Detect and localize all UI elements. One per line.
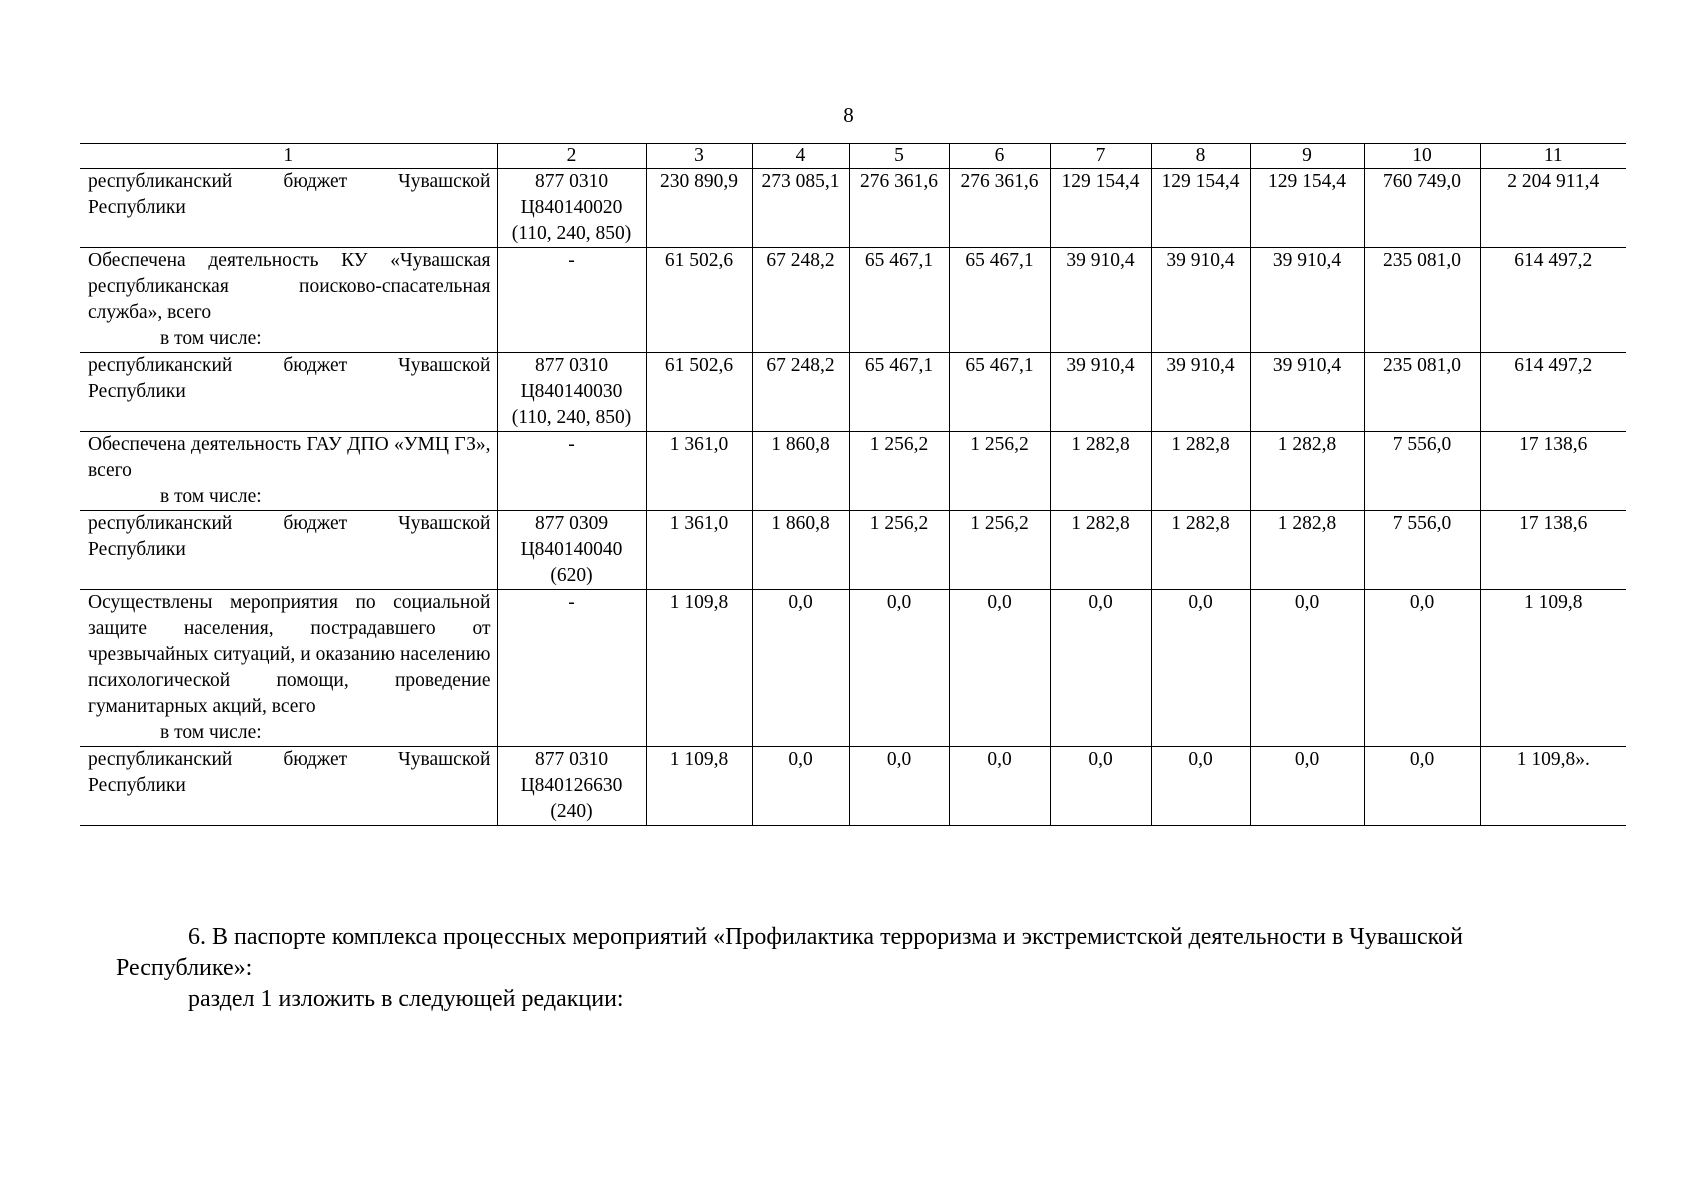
- row-name-cell: [80, 353, 497, 432]
- row-budget-code: 877 0309 Ц840140040 (620): [497, 511, 646, 590]
- row-budget-code: -: [497, 248, 646, 353]
- row-value-col-10: 0,0: [1364, 590, 1480, 747]
- row-value-col-6: 1 256,2: [949, 432, 1050, 511]
- table-row: [80, 248, 1626, 353]
- table-header-row: [80, 144, 1626, 169]
- row-name-cell: [80, 590, 497, 747]
- row-value-col-5: 276 361,6: [849, 169, 949, 248]
- row-value-col-10: 235 081,0: [1364, 248, 1480, 353]
- row-value-col-7: 1 282,8: [1050, 511, 1151, 590]
- row-value-col-4: 0,0: [752, 747, 849, 826]
- row-value-col-3: 1 109,8: [646, 747, 752, 826]
- row-value-col-11: 1 109,8: [1480, 590, 1626, 747]
- row-value-col-9: 1 282,8: [1250, 511, 1364, 590]
- row-name: республиканский бюджет Чувашской Республики: [88, 513, 491, 560]
- row-subtitle: в том числе:: [160, 722, 262, 743]
- row-value-col-7: 39 910,4: [1050, 353, 1151, 432]
- row-value-col-8: 0,0: [1151, 747, 1250, 826]
- row-value-col-3: 1 361,0: [646, 511, 752, 590]
- row-value-col-5: 0,0: [849, 747, 949, 826]
- column-header-9: 9: [1250, 144, 1364, 169]
- row-value-col-3: 1 109,8: [646, 590, 752, 747]
- row-budget-code: 877 0310 Ц840140030 (110, 240, 850): [497, 353, 646, 432]
- row-value-col-7: 1 282,8: [1050, 432, 1151, 511]
- row-value-col-5: 65 467,1: [849, 353, 949, 432]
- row-value-col-6: 0,0: [949, 747, 1050, 826]
- table-row: [80, 432, 1626, 511]
- column-header-10: 10: [1364, 144, 1480, 169]
- row-name: Осуществлены мероприятия по социальной защите населения, пострадавшего от чрезвычайных ситуаций, и оказанию населению психологической помощи, проведение гуманитарных акций, всего: [88, 592, 491, 717]
- row-value-col-10: 7 556,0: [1364, 511, 1480, 590]
- row-value-col-8: 1 282,8: [1151, 511, 1250, 590]
- page-number: 8: [843, 103, 854, 127]
- table-row: [80, 353, 1626, 432]
- column-header-3: 3: [646, 144, 752, 169]
- row-value-col-8: 39 910,4: [1151, 353, 1250, 432]
- row-budget-code: -: [497, 590, 646, 747]
- row-value-col-4: 67 248,2: [752, 353, 849, 432]
- row-value-col-6: 1 256,2: [949, 511, 1050, 590]
- column-header-7: 7: [1050, 144, 1151, 169]
- row-value-col-4: 273 085,1: [752, 169, 849, 248]
- row-value-col-9: 0,0: [1250, 747, 1364, 826]
- row-value-col-8: 129 154,4: [1151, 169, 1250, 248]
- row-value-col-3: 61 502,6: [646, 248, 752, 353]
- row-value-col-4: 1 860,8: [752, 432, 849, 511]
- row-value-col-10: 0,0: [1364, 747, 1480, 826]
- row-value-col-7: 0,0: [1050, 747, 1151, 826]
- row-value-col-6: 65 467,1: [949, 353, 1050, 432]
- row-value-col-3: 61 502,6: [646, 353, 752, 432]
- row-value-col-3: 230 890,9: [646, 169, 752, 248]
- row-value-col-4: 67 248,2: [752, 248, 849, 353]
- row-name: Обеспечена деятельность КУ «Чувашская республиканская поисково-спасательная служба», всего: [88, 250, 491, 323]
- row-value-col-4: 0,0: [752, 590, 849, 747]
- column-header-1: 1: [80, 144, 497, 169]
- row-value-col-6: 65 467,1: [949, 248, 1050, 353]
- table-row: [80, 590, 1626, 747]
- row-name: республиканский бюджет Чувашской Республики: [88, 355, 491, 402]
- column-header-2: 2: [497, 144, 646, 169]
- row-value-col-7: 39 910,4: [1050, 248, 1151, 353]
- row-value-col-11: 17 138,6: [1480, 511, 1626, 590]
- row-value-col-8: 39 910,4: [1151, 248, 1250, 353]
- row-name-cell: [80, 248, 497, 353]
- row-value-col-8: 0,0: [1151, 590, 1250, 747]
- row-value-col-9: 0,0: [1250, 590, 1364, 747]
- row-value-col-8: 1 282,8: [1151, 432, 1250, 511]
- row-value-col-11: 1 109,8».: [1480, 747, 1626, 826]
- column-header-6: 6: [949, 144, 1050, 169]
- table-row: [80, 747, 1626, 826]
- row-value-col-11: 614 497,2: [1480, 353, 1626, 432]
- row-value-col-10: 760 749,0: [1364, 169, 1480, 248]
- paragraph-section-1: раздел 1 изложить в следующей редакции:: [188, 986, 624, 1012]
- row-value-col-5: 1 256,2: [849, 432, 949, 511]
- row-value-col-7: 0,0: [1050, 590, 1151, 747]
- row-value-col-11: 614 497,2: [1480, 248, 1626, 353]
- row-name: республиканский бюджет Чувашской Республики: [88, 749, 491, 796]
- row-name-cell: [80, 511, 497, 590]
- row-name-cell: [80, 747, 497, 826]
- row-value-col-6: 0,0: [949, 590, 1050, 747]
- row-value-col-3: 1 361,0: [646, 432, 752, 511]
- row-budget-code: 877 0310 Ц840126630 (240): [497, 747, 646, 826]
- column-header-4: 4: [752, 144, 849, 169]
- table-row: [80, 169, 1626, 248]
- row-value-col-11: 17 138,6: [1480, 432, 1626, 511]
- row-value-col-9: 129 154,4: [1250, 169, 1364, 248]
- column-header-5: 5: [849, 144, 949, 169]
- row-budget-code: -: [497, 432, 646, 511]
- row-name-cell: [80, 169, 497, 248]
- row-value-col-9: 39 910,4: [1250, 353, 1364, 432]
- row-value-col-5: 0,0: [849, 590, 949, 747]
- row-value-col-9: 1 282,8: [1250, 432, 1364, 511]
- row-subtitle: в том числе:: [160, 486, 262, 507]
- table-row: [80, 511, 1626, 590]
- row-value-col-6: 276 361,6: [949, 169, 1050, 248]
- row-value-col-10: 7 556,0: [1364, 432, 1480, 511]
- row-value-col-5: 1 256,2: [849, 511, 949, 590]
- row-name-cell: [80, 432, 497, 511]
- column-header-11: 11: [1480, 144, 1626, 169]
- funding-table: [80, 143, 1626, 826]
- column-header-8: 8: [1151, 144, 1250, 169]
- row-value-col-9: 39 910,4: [1250, 248, 1364, 353]
- table-body: [80, 169, 1626, 826]
- row-value-col-5: 65 467,1: [849, 248, 949, 353]
- row-subtitle: в том числе:: [160, 328, 262, 349]
- row-value-col-10: 235 081,0: [1364, 353, 1480, 432]
- row-name: Обеспечена деятельность ГАУ ДПО «УМЦ ГЗ», всего: [88, 434, 491, 481]
- row-budget-code: 877 0310 Ц840140020 (110, 240, 850): [497, 169, 646, 248]
- row-value-col-7: 129 154,4: [1050, 169, 1151, 248]
- row-value-col-4: 1 860,8: [752, 511, 849, 590]
- row-value-col-11: 2 204 911,4: [1480, 169, 1626, 248]
- body-text: [116, 922, 1602, 1015]
- paragraph-item-6: 6. В паспорте комплекса процессных мероприятий «Профилактика терроризма и экстремистской деятельности в Чувашской Республике»:: [116, 924, 1463, 981]
- row-name: республиканский бюджет Чувашской Республики: [88, 171, 491, 218]
